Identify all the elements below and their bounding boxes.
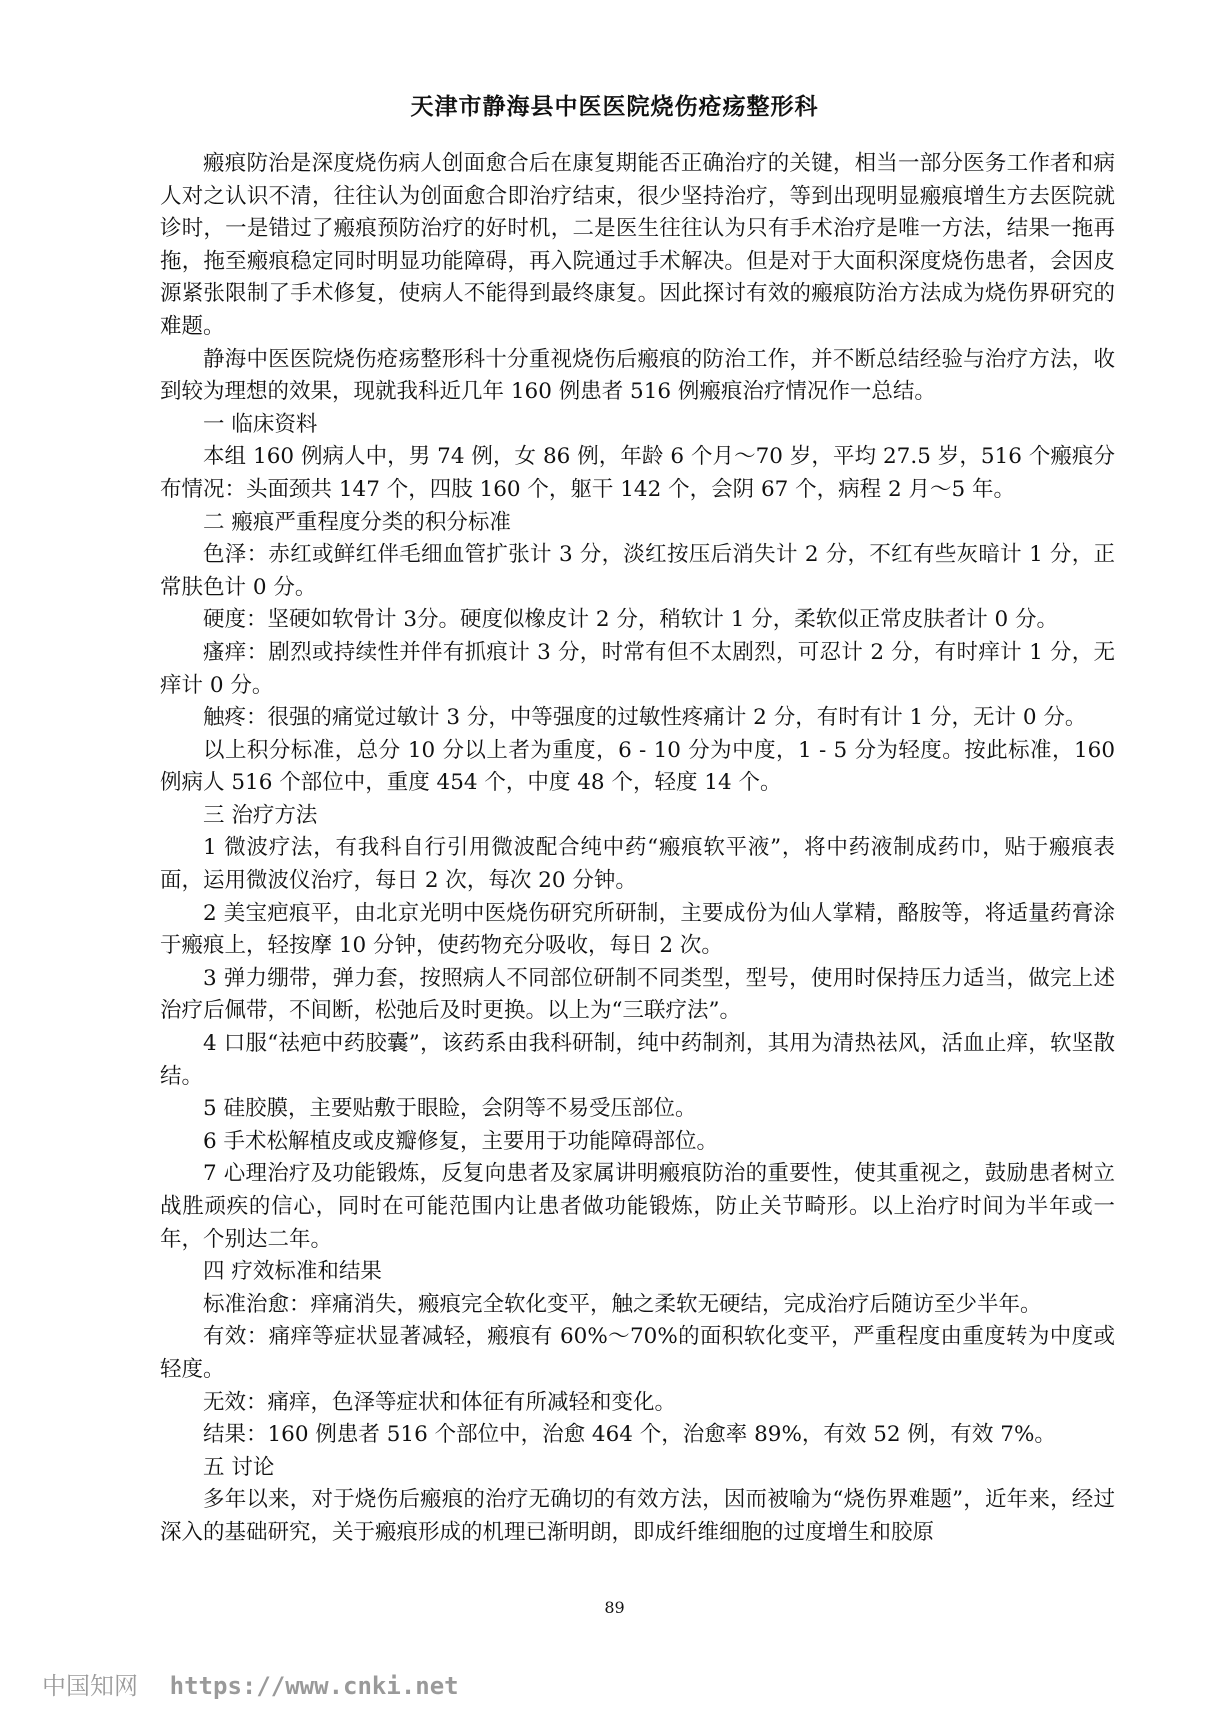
section-heading-efficacy: 四 疗效标准和结果 bbox=[203, 1259, 382, 1285]
paragraph-cured-standard: 标准治愈：痒痛消失，瘢痕完全软化变平，触之柔软无硬结，完成治疗后随访至少半年。 bbox=[203, 1291, 1042, 1317]
paragraph-treatment-6: 6 手术松解植皮或皮瓣修复，主要用于功能障碍部位。 bbox=[203, 1128, 719, 1154]
paragraph-intro: 瘢痕防治是深度烧伤病人创面愈合后在康复期能否正确治疗的关键，相当一部分医务工作者和病人对之认识不清，往往认为创面愈合即治疗结束，很少坚持治疗，等到出现明显瘢痕增生方去医院就诊时，一是错过了瘢痕预防治疗的好时机，二是医生往往认为只有手术治疗是唯一方法，结果一拖再拖，拖至瘢痕稳定同时明显功能障碍，再入院通过手术解决。但是对于大面积深度烧伤患者，会因皮源紧张限制了手术修复，使病人不能得到最终康复。因此探讨有效的瘢痕防治方法成为烧伤界研究的难题。 bbox=[160, 151, 1115, 339]
paragraph-treatment-2: 2 美宝疤痕平，由北京光明中医烧伤研究所研制，主要成份为仙人掌精，酪胺等，将适量药膏涂于瘢痕上，轻按摩 10 分钟，使药物充分吸收，每日 2 次。 bbox=[160, 900, 1115, 959]
section-heading-clinical-data: 一 临床资料 bbox=[203, 411, 318, 437]
paragraph-treatment-4: 4 口服“祛疤中药胶囊”，该药系由我科研制，纯中药制剂，其用为清热祛风，活血止痒，软坚散结。 bbox=[160, 1031, 1115, 1089]
article-body bbox=[160, 148, 1115, 1550]
paragraph-itch-score: 瘙痒：剧烈或持续性并伴有抓痕计 3 分，时常有但不太剧烈，可忍计 2 分，有时痒计 1 分，无痒计 0 分。 bbox=[160, 639, 1115, 698]
paragraph-score-summary: 以上积分标准，总分 10 分以上者为重度，6 - 10 分为中度，1 - 5 分为轻度。按此标准，160 例病人 516 个部位中，重度 454 个，中度 48 个，轻度 14 个。 bbox=[160, 737, 1115, 796]
section-heading-discussion: 五 讨论 bbox=[203, 1454, 275, 1480]
paragraph-summary: 静海中医医院烧伤疮疡整形科十分重视烧伤后瘢痕的防治工作，并不断总结经验与治疗方法，收到较为理想的效果，现就我科近几年 160 例患者 516 例瘢痕治疗情况作一总结。 bbox=[160, 346, 1115, 405]
paragraph-color-score: 色泽：赤红或鲜红伴毛细血管扩张计 3 分，淡红按压后消失计 2 分，不红有些灰暗计 1 分，正常肤色计 0 分。 bbox=[160, 542, 1115, 600]
paragraph-treatment-5: 5 硅胶膜，主要贴敷于眼睑，会阴等不易受压部位。 bbox=[203, 1096, 697, 1122]
paragraph-treatment-1: 1 微波疗法，有我科自行引用微波配合纯中药“瘢痕软平液”，将中药液制成药巾，贴于瘢痕表面，运用微波仪治疗，每日 2 次，每次 20 分钟。 bbox=[160, 835, 1115, 894]
cnki-watermark bbox=[42, 1666, 459, 1701]
paragraph-ineffective-standard: 无效：痛痒，色泽等症状和体征有所减轻和变化。 bbox=[203, 1389, 677, 1415]
paragraph-treatment-3: 3 弹力绷带，弹力套，按照病人不同部位研制不同类型，型号，使用时保持压力适当，做完上述治疗后佩带，不间断，松弛后及时更换。以上为“三联疗法”。 bbox=[160, 965, 1115, 1024]
paragraph-pain-score: 触疼：很强的痛觉过敏计 3 分，中等强度的过敏性疼痛计 2 分，有时有计 1 分，无计 0 分。 bbox=[203, 705, 1087, 731]
watermark-url: https://www.cnki.net bbox=[169, 1672, 459, 1700]
paragraph-clinical-data: 本组 160 例病人中，男 74 例，女 86 例，年龄 6 个月～70 岁，平均 27.5 岁，516 个瘢痕分布情况：头面颈共 147 个，四肢 160 个，躯干 142 个，会阴 67 个，病程 2 月～5 年。 bbox=[160, 444, 1115, 502]
paragraph-effective-standard: 有效：痛痒等症状显著减轻，瘢痕有 60%～70%的面积软化变平，严重程度由重度转为中度或轻度。 bbox=[160, 1324, 1115, 1382]
section-heading-treatment: 三 治疗方法 bbox=[203, 802, 318, 828]
paragraph-hardness-score: 硬度：坚硬如软骨计 3分。硬度似橡皮计 2 分，稍软计 1 分，柔软似正常皮肤者计 0 分。 bbox=[203, 607, 1059, 633]
paragraph-results: 结果：160 例患者 516 个部位中，治愈 464 个，治愈率 89%，有效 52 例，有效 7%。 bbox=[203, 1422, 1056, 1448]
paragraph-treatment-7: 7 心理治疗及功能锻炼，反复向患者及家属讲明瘢痕防治的重要性，使其重视之，鼓励患者树立战胜顽疾的信心，同时在可能范围内让患者做功能锻炼，防止关节畸形。以上治疗时间为半年或一年，个别达二年。 bbox=[160, 1161, 1115, 1252]
page-header: 天津市静海县中医医院烧伤疮疡整形科 bbox=[410, 93, 819, 120]
section-heading-scoring-standard: 二 瘢痕严重程度分类的积分标准 bbox=[203, 509, 511, 535]
paragraph-discussion: 多年以来，对于烧伤后瘢痕的治疗无确切的有效方法，因而被喻为“烧伤界难题”，近年来，经过深入的基础研究，关于瘢痕形成的机理已渐明朗，即成纤维细胞的过度增生和胶原 bbox=[160, 1487, 1115, 1545]
watermark-brand: 中国知网 bbox=[42, 1672, 138, 1700]
page-number: 89 bbox=[604, 1598, 625, 1617]
